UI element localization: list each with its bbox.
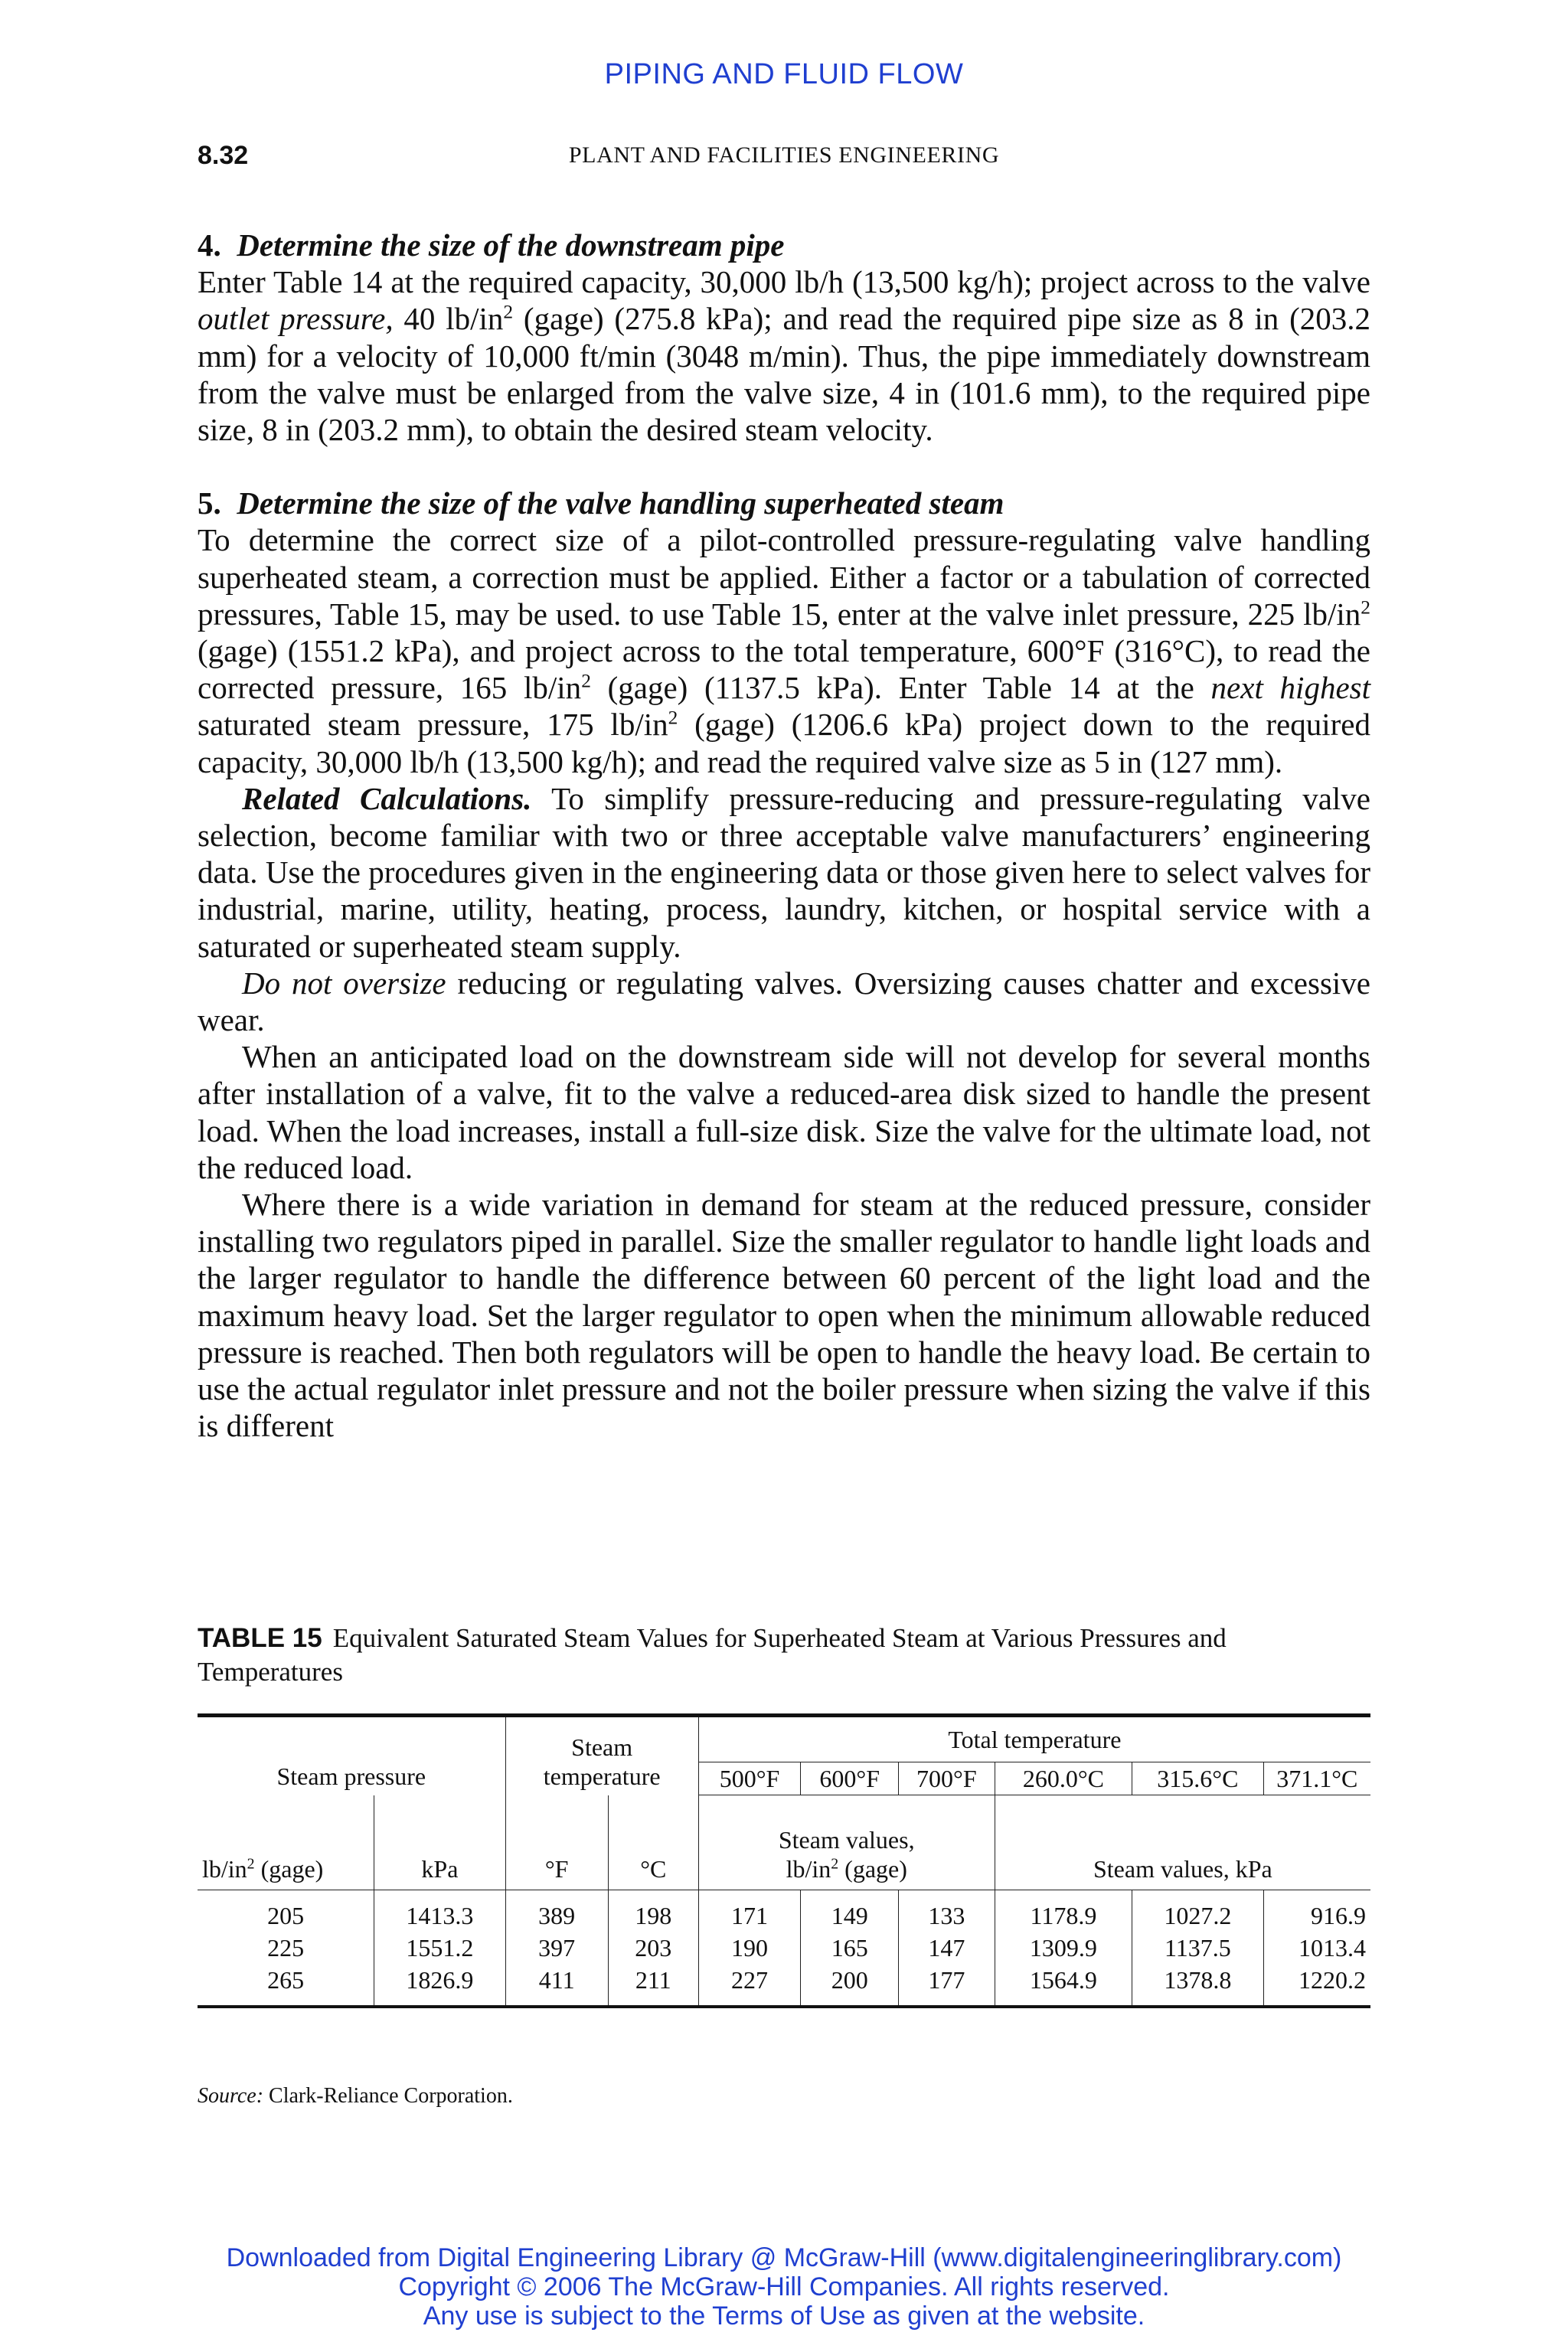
footer-line: Downloaded from Digital Engineering Library @ McGraw-Hill (www.digitalengineeringlibrary.com) (226, 2243, 1342, 2272)
step-5-paragraph: To determine the correct size of a pilot-controlled pressure-regulating valve handling superheated steam, a correction must be applied. Either a factor or a tabulation of corrected pressures, Table 15, may be used. to use Table 15, enter at the valve inlet pressure, 225 $lb/in^2$ (gage) (1551.2 kPa), and project across to the total temperature, 600°F (316°C), to read the corrected pressure, 165 $lb/in^2$ (gage) (1137.5 kPa). Enter Table 14 at the next highest saturated steam pressure, 175 $lb/in^2$ (gage) (1206.6 kPa) project down to the required capacity, 30,000 lb/h (13,500 kg/h); and read the required valve size as 5 in (127 mm). (198, 522, 1370, 779)
step-number: 5. (198, 485, 221, 521)
steam-values-table (198, 1713, 1370, 2008)
table-caption-text: Equivalent Saturated Steam Values for Superheated Steam at Various Pressures and Temperatures (198, 1623, 1227, 1687)
table-label: TABLE 15 (198, 1623, 322, 1653)
temp-col-header: 600°F (801, 1762, 899, 1795)
temp-col-header: 500°F (698, 1762, 801, 1795)
download-footer (0, 2243, 1568, 2331)
unit-f: °F (505, 1795, 608, 1890)
table-row: 265 1826.9 411 211 227 200 177 1564.9 1378.8 1220.2 (198, 1964, 1370, 2007)
unit-c: °C (608, 1795, 698, 1890)
oversize-paragraph: Do not oversize reducing or regulating valves. Oversizing causes chatter and excessive wear. (198, 965, 1370, 1038)
footer-line: Any use is subject to the Terms of Use as given at the website. (423, 2301, 1145, 2331)
chapter-title: PIPING AND FLUID FLOW (604, 58, 964, 90)
table-row: 225 1551.2 397 203 190 165 147 1309.9 1137.5 1013.4 (198, 1932, 1370, 1964)
running-head: PLANT AND FACILITIES ENGINEERING (568, 142, 1000, 168)
temp-col-header: 371.1°C (1263, 1762, 1370, 1795)
body-text (198, 227, 1370, 1445)
temp-col-header: 315.6°C (1132, 1762, 1264, 1795)
step-number: 4. (198, 227, 221, 263)
table-source: Source: Clark-Reliance Corporation. (198, 2084, 513, 2108)
header-steam-temperature: Steam temperature (505, 1716, 698, 1795)
temp-col-header: 700°F (899, 1762, 995, 1795)
unit-steam-values-kpa: Steam values, kPa (995, 1795, 1370, 1890)
header-steam-pressure: Steam pressure (276, 1762, 426, 1790)
variation-paragraph: Where there is a wide variation in demand for steam at the reduced pressure, consider installing two regulators piped in parallel. Size the smaller regulator to handle light loads and the larger regulator to handle the difference between 60 percent of the light load and the maximum heavy load. Set the larger regulator to open when the minimum allowable reduced pressure is reached. Then both regulators will be open to handle the heavy load. Be certain to use the actual regulator inlet pressure and not the boiler pressure when sizing the valve if this is different (198, 1187, 1370, 1444)
step-4-heading (198, 227, 1370, 263)
unit-lb-gage: $lb/in^2$ (gage) (198, 1795, 374, 1890)
table-row: 205 1413.3 389 198 171 149 133 1178.9 1027.2 916.9 (198, 1890, 1370, 1932)
step-title: Determine the size of the downstream pipe (237, 227, 785, 263)
load-paragraph: When an anticipated load on the downstream side will not develop for several months after installation of a valve, fit to the valve a reduced-area disk sized to handle the present load. When the load increases, install a full-size disk. Size the valve for the ultimate load, not the reduced load. (198, 1039, 1370, 1185)
temp-col-header: 260.0°C (995, 1762, 1132, 1795)
step-title: Determine the size of the valve handling superheated steam (237, 485, 1004, 521)
step-5-heading (198, 485, 1370, 521)
page-number: 8.32 (198, 141, 249, 170)
unit-steam-values-lb: Steam values, $lb/in^2$ (gage) (698, 1795, 995, 1890)
related-calculations-paragraph: Related Calculations. To simplify pressure-reducing and pressure-regulating valve selection, become familiar with two or three acceptable valve manufacturers’ engineering data. Use the procedures given in the engineering data or those given here to select valves for industrial, marine, utility, heating, process, laundry, kitchen, or hospital service with a saturated or superheated steam supply. (198, 780, 1371, 964)
header-total-temperature: Total temperature (698, 1716, 1370, 1762)
unit-kpa: kPa (374, 1795, 505, 1890)
footer-line: Copyright © 2006 The McGraw-Hill Companies. All rights reserved. (398, 2272, 1170, 2301)
table-caption (198, 1622, 1370, 1689)
step-4-paragraph: Enter Table 14 at the required capacity, 30,000 lb/h (13,500 kg/h); project across to the valve outlet pressure, 40 $lb/in^2$ (gage) (275.8 kPa); and read the required pipe size as 8 in (203.2 mm) for a velocity of 10,000 ft/min (3048 m/min). Thus, the pipe immediately downstream from the valve must be enlarged from the valve size, 4 in (101.6 mm), to the required pipe size, 8 in (203.2 mm), to obtain the desired steam velocity. (198, 264, 1370, 448)
